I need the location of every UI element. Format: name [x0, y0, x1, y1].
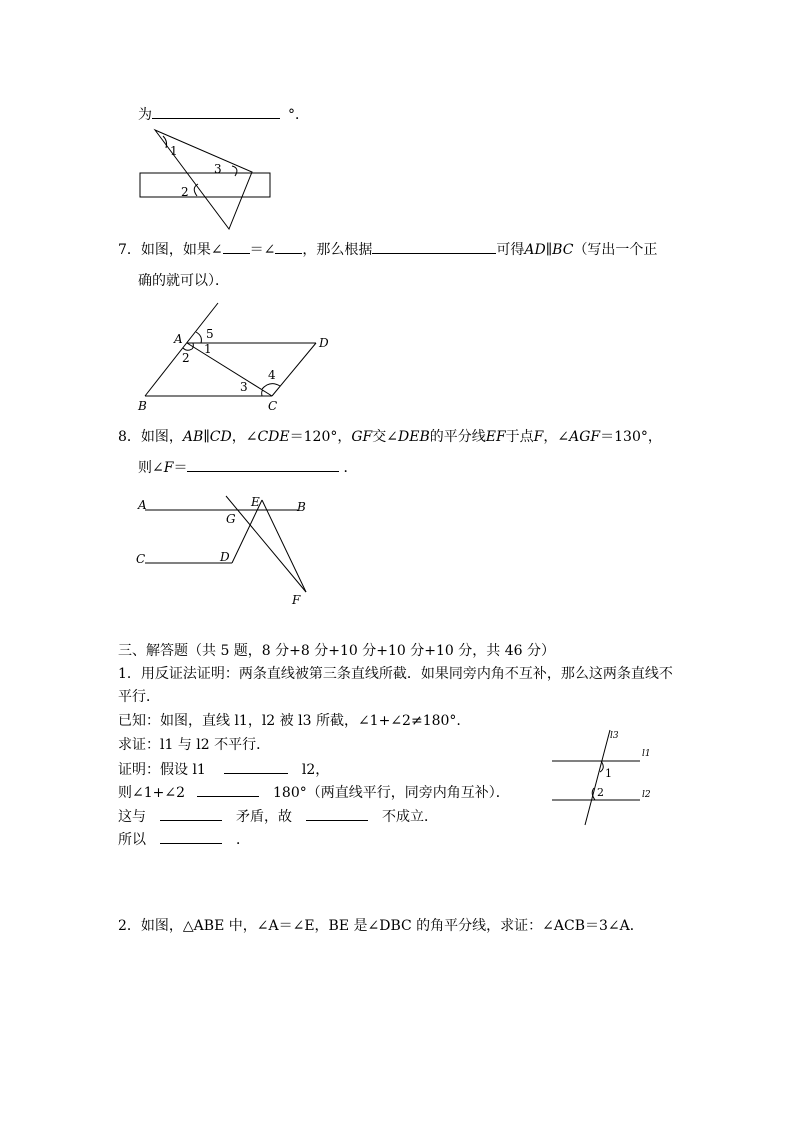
q6-angle-label-3: 3 [214, 162, 222, 176]
q7-line-ba-extended [145, 303, 218, 396]
p2-statement: 2．如图，△ABE 中，∠A＝∠E，BE 是∠DBC 的角平分线，求证：∠ACB＝3∠A． [118, 918, 644, 934]
q8-point-b: B [297, 500, 306, 514]
q6-answer-blank[interactable] [152, 104, 280, 119]
p1-blank-invalid[interactable] [306, 806, 368, 821]
p1-blank-assumption[interactable] [224, 759, 288, 774]
q8-line-gf [226, 496, 306, 592]
q7-line1: 7．如图，如果∠ ＝∠ ，那么根据 可得AD∥BC（写出一个正 [118, 239, 657, 259]
q8-answer-blank[interactable] [187, 457, 339, 472]
q6-angle-arc-3 [232, 166, 237, 176]
q6-angle-label-1: 1 [170, 144, 178, 158]
p1-angle-arc-1 [600, 761, 603, 772]
p1-label-l2: l2 [642, 790, 651, 800]
q7-blank-angle-2[interactable] [275, 239, 302, 254]
q8-point-a: A [138, 498, 147, 512]
q7-point-c: C [268, 399, 278, 413]
q6-angle-label-2: 2 [181, 185, 189, 199]
q8-segment-de [232, 500, 262, 563]
q6-answer-line: 为 °． [138, 104, 309, 124]
q8-point-c: C [136, 552, 146, 566]
q7-angle-arc-3 [262, 390, 263, 396]
q6-rectangle [140, 173, 270, 197]
q8-point-d: D [220, 550, 230, 564]
p1-proof-then: 则∠1+∠2 180°（两直线平行，同旁内角互补）． [118, 782, 510, 802]
p1-proof-assume: 证明：假设 l1 l2， [118, 759, 329, 779]
q7-point-a: A [174, 332, 183, 346]
q7-point-b: B [138, 399, 147, 413]
q7-line2: 确的就可以）． [138, 273, 229, 289]
q8-bisector-ef [262, 500, 306, 592]
q7-angle-arc-4 [262, 384, 280, 389]
q8-point-g: G [226, 512, 236, 526]
q8-point-e: E [251, 495, 260, 509]
q8-point-f: F [292, 593, 301, 607]
p1-blank-relation[interactable] [197, 782, 259, 797]
q7-blank-reason[interactable] [372, 239, 496, 254]
q8-line2: 则∠F＝ ． [138, 457, 357, 477]
p1-angle-label-2: 2 [597, 786, 604, 799]
q7-angle-label-5: 5 [206, 327, 214, 341]
q7-point-d: D [319, 336, 329, 350]
p1-blank-conclusion[interactable] [160, 829, 222, 844]
q7-angle-label-4: 4 [268, 368, 276, 382]
q7-diagonal-ac [187, 343, 272, 396]
q7-angle-arc-2 [183, 348, 192, 350]
p1-statement-line1: 1．用反证法证明：两条直线被第三条直线所截．如果同旁内角不互补，那么这两条直线不 [118, 666, 673, 682]
section3-heading: 三、解答题（共 5 题，8 分+8 分+10 分+10 分+10 分，共 46 分） [118, 643, 555, 659]
q6-angle-arc-2 [194, 184, 198, 196]
p1-prove: 求证：l1 与 l2 不平行． [118, 737, 271, 753]
q7-segment-cd [272, 343, 316, 396]
p1-label-l1: l1 [642, 749, 651, 759]
p1-angle-arc-2 [592, 788, 595, 800]
q7-angle-label-2: 2 [182, 351, 190, 365]
p1-line-l3 [585, 730, 610, 825]
q7-angle-arc-5 [196, 332, 201, 343]
p1-blank-contradiction[interactable] [160, 806, 222, 821]
p1-proof-contradiction: 这与 矛盾，故 不成立． [118, 806, 438, 826]
p1-angle-label-1: 1 [605, 767, 612, 780]
p1-given: 已知：如图，直线 l1，l2 被 l3 所截，∠1+∠2≠180°. [118, 713, 461, 729]
q6-angle-arc-1 [163, 136, 167, 148]
p1-proof-conclusion: 所以 ． [118, 829, 250, 849]
q7-angle-label-3: 3 [240, 380, 248, 394]
q7-angle-arc-1 [192, 343, 193, 349]
p1-label-l3: l3 [610, 731, 619, 741]
q7-blank-angle-1[interactable] [223, 239, 250, 254]
q8-line1: 8．如图，AB∥CD，∠CDE＝120°，GF交∠DEB的平分线EF于点F，∠AGF＝130°， [118, 429, 662, 445]
q7-angle-label-1: 1 [204, 342, 212, 356]
p1-statement-line2: 平行． [118, 689, 160, 705]
q6-triangle [155, 130, 252, 229]
